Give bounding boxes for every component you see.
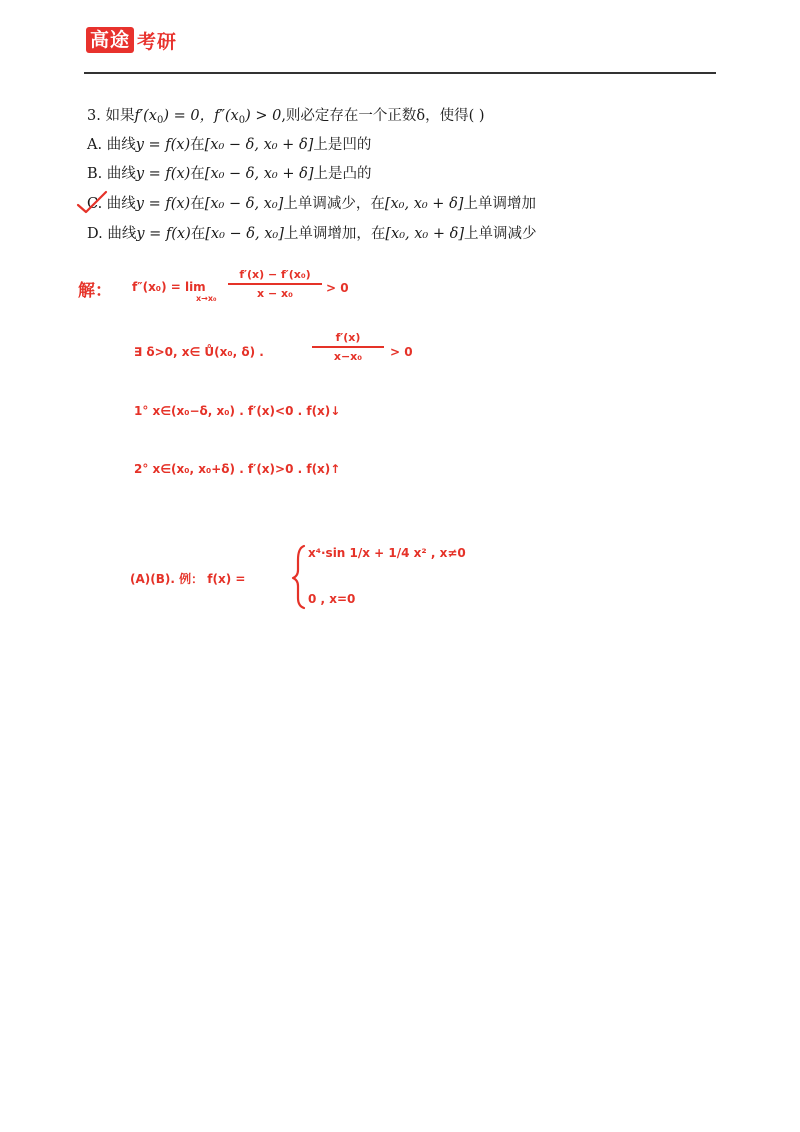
option-text: 在	[190, 196, 205, 212]
fraction-bar	[312, 346, 384, 348]
option-text: 在	[190, 226, 206, 242]
option-text: 上单调增加，在	[283, 226, 386, 242]
logo-boxed-text: 高途	[86, 27, 134, 53]
stem-f1-end: ) = 0，	[163, 108, 215, 124]
option-expr: y = f(x)	[135, 166, 191, 182]
option-letter: D.	[87, 226, 103, 242]
line2-pre: ∃ δ>0, x∈ Ů(x₀, δ) .	[134, 345, 264, 359]
option-interval: [x₀, x₀ + δ]	[384, 196, 464, 212]
fraction-bar	[228, 283, 322, 285]
line1-lim-sub: x→x₀	[196, 294, 217, 303]
check-mark-icon	[78, 192, 106, 212]
stem-prefix: 如果	[105, 108, 135, 124]
option-letter: B.	[87, 166, 103, 182]
option-text: 在	[190, 137, 205, 153]
stem-f2-end: ) > 0	[245, 108, 282, 124]
line2-numerator: f′(x)	[335, 331, 361, 344]
option-text: 上是凸的	[313, 166, 372, 182]
option-letter: A.	[87, 137, 103, 153]
option-text: 在	[190, 166, 205, 182]
line1-rhs: > 0	[326, 281, 349, 295]
solve-label: 解：	[78, 281, 112, 301]
stem-f1-sub: 0	[156, 115, 164, 126]
option-text: 上单调减少	[464, 226, 537, 242]
stem-f2-sub: 0	[238, 115, 246, 126]
option-interval: [x₀ − δ, x₀]	[205, 226, 284, 242]
option-letter: C.	[87, 196, 103, 212]
line1-numerator: f′(x) − f′(x₀)	[239, 268, 311, 281]
line1-denominator: x − x₀	[257, 287, 293, 300]
option-expr: y = f(x)	[135, 137, 191, 153]
option-text: 曲线	[106, 166, 136, 182]
option-interval: [x₀ − δ, x₀ + δ]	[204, 166, 314, 182]
question-number: 3.	[87, 108, 101, 124]
piecewise-brace	[293, 546, 304, 608]
option-expr: y = f(x)	[136, 226, 191, 242]
line2-rhs: > 0	[390, 345, 413, 359]
line5-pre: (A)(B). 例： f(x) =	[130, 572, 246, 586]
option-text: 上单调减少，在	[283, 196, 385, 212]
piecewise-case2: 0 , x=0	[308, 592, 356, 606]
option-text: 曲线	[106, 196, 136, 212]
option-text: 上是凹的	[313, 137, 372, 153]
option-interval: [x₀ − δ, x₀]	[204, 196, 284, 212]
piecewise-case1: x⁴·sin 1/x + 1/4 x² , x≠0	[308, 546, 466, 560]
line1-lhs: f″(x₀) = lim	[132, 280, 206, 294]
line3: 1° x∈(x₀−δ, x₀) . f′(x)<0 . f(x)↓	[134, 404, 341, 418]
line2-fraction	[312, 331, 384, 363]
option-text: 上单调增加	[463, 196, 536, 212]
line1-fraction	[228, 268, 322, 300]
line4: 2° x∈(x₀, x₀+δ) . f′(x)>0 . f(x)↑	[134, 462, 341, 476]
option-interval: [x₀ − δ, x₀ + δ]	[204, 137, 314, 153]
stem-suffix: ,则必定存在一个正数δ，使得( )	[281, 108, 485, 124]
line2-denominator: x−x₀	[333, 350, 363, 363]
stem-f2: f″(x	[214, 108, 239, 124]
stem-f1: f′(x	[134, 108, 157, 124]
option-text: 曲线	[107, 226, 137, 242]
option-text: 曲线	[106, 137, 136, 153]
option-expr: y = f(x)	[135, 196, 191, 212]
option-interval: [x₀, x₀ + δ]	[385, 226, 464, 242]
logo-text: 考研	[137, 30, 178, 53]
